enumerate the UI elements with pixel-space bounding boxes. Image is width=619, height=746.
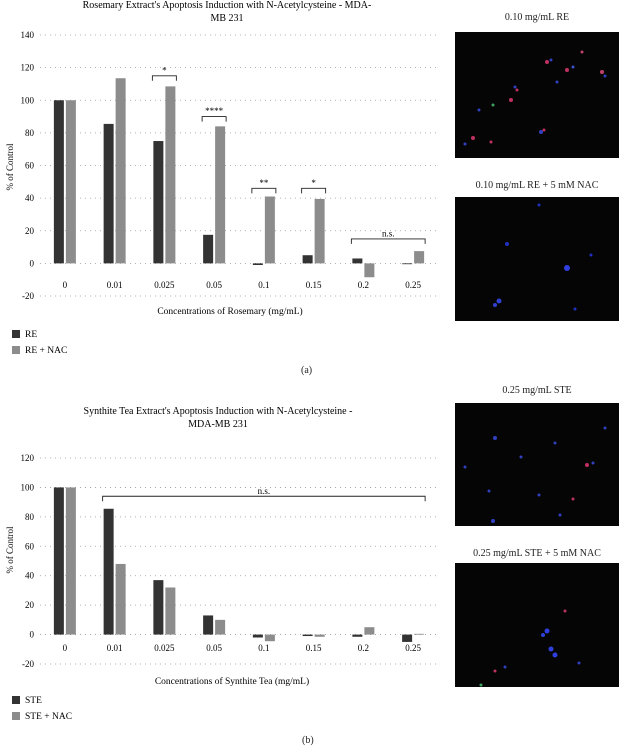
x-tick-label: 0.15 bbox=[305, 643, 322, 653]
bar-ste bbox=[203, 615, 213, 634]
micrograph-caption: 0.25 mg/mL STE bbox=[502, 385, 572, 396]
bar-ste bbox=[352, 635, 362, 637]
bar-re bbox=[402, 263, 412, 264]
bar-re-nac bbox=[215, 126, 225, 263]
bar-ste-nac bbox=[315, 635, 325, 637]
significance-label: n.s. bbox=[257, 485, 271, 496]
x-tick-label: 0.05 bbox=[206, 280, 222, 290]
y-tick-label: 40 bbox=[25, 570, 34, 581]
micrograph-caption: 0.10 mg/mL RE bbox=[504, 12, 570, 23]
x-tick-label: 0.025 bbox=[154, 280, 175, 290]
y-tick-label: 120 bbox=[20, 453, 34, 463]
bar-re bbox=[303, 255, 313, 263]
bar-ste-nac bbox=[414, 634, 424, 635]
x-axis-label: Concentrations of Synthite Tea (mg/mL) bbox=[154, 677, 310, 687]
bar-ste-nac bbox=[215, 620, 225, 635]
x-tick-label: 0.1 bbox=[258, 643, 270, 653]
significance-label: n.s. bbox=[381, 228, 395, 239]
bar-ste bbox=[104, 509, 114, 635]
micrograph-image bbox=[455, 403, 619, 526]
bar-re bbox=[153, 141, 163, 263]
legend-swatch bbox=[12, 696, 20, 704]
y-tick-label: 40 bbox=[25, 193, 34, 204]
legend-label: RE bbox=[25, 330, 38, 340]
panel-label-a: (a) bbox=[301, 365, 313, 376]
significance-label: **** bbox=[205, 106, 224, 117]
x-tick-label: 0 bbox=[62, 280, 68, 290]
y-tick-label: 20 bbox=[25, 600, 34, 611]
chart-synthite-tea bbox=[0, 392, 445, 746]
fluorescence-cells bbox=[455, 563, 619, 687]
bar-ste-nac bbox=[265, 635, 275, 642]
legend-swatch bbox=[12, 712, 20, 720]
y-tick-label: 80 bbox=[25, 511, 34, 522]
significance-bracket bbox=[202, 117, 226, 122]
micrograph-caption: 0.25 mg/mL STE + 5 mM NAC bbox=[473, 548, 601, 559]
legend-swatch bbox=[12, 346, 20, 354]
y-tick-label: -20 bbox=[22, 659, 34, 669]
bar-re-nac bbox=[265, 196, 275, 263]
significance-label: * bbox=[162, 65, 167, 76]
bar-ste-nac bbox=[66, 487, 76, 634]
x-tick-label: 0.01 bbox=[106, 280, 123, 290]
bar-re bbox=[104, 124, 114, 263]
bar-ste-nac bbox=[165, 587, 175, 634]
bar-ste-nac bbox=[364, 627, 374, 634]
significance-bracket bbox=[302, 188, 326, 193]
chart-rosemary bbox=[0, 0, 445, 365]
bar-re bbox=[203, 235, 213, 264]
y-tick-label: 100 bbox=[20, 482, 34, 493]
y-axis-label: % of Control bbox=[5, 526, 15, 574]
significance-bracket bbox=[351, 239, 425, 244]
y-tick-label: 60 bbox=[25, 160, 34, 171]
y-tick-label: -20 bbox=[22, 291, 34, 301]
legend-label: RE + NAC bbox=[25, 346, 68, 356]
bar-re bbox=[352, 258, 362, 263]
micrograph-image bbox=[455, 197, 619, 321]
chart-title-line-1: Synthite Tea Extract's Apoptosis Induction with N-Acetylcysteine - bbox=[83, 406, 353, 417]
legend-label: STE + NAC bbox=[25, 712, 73, 722]
bar-ste-nac bbox=[116, 564, 126, 635]
micrograph-image bbox=[455, 563, 619, 687]
chart-title-line-1: Rosemary Extract's Apoptosis Induction with N-Acetylcysteine - MDA- bbox=[82, 0, 372, 11]
micrograph-caption: 0.10 mg/mL RE + 5 mM NAC bbox=[475, 180, 599, 191]
bar-re-nac bbox=[116, 78, 126, 263]
y-tick-label: 80 bbox=[25, 127, 34, 138]
fluorescence-cells bbox=[455, 403, 619, 526]
x-axis-label: Concentrations of Rosemary (mg/mL) bbox=[157, 307, 303, 317]
x-tick-label: 0 bbox=[62, 643, 68, 653]
y-axis-label: % of Control bbox=[5, 143, 15, 191]
chart-title-line-2: MDA-MB 231 bbox=[188, 419, 248, 430]
bar-re bbox=[54, 100, 64, 263]
panel-label-b: (b) bbox=[302, 735, 314, 746]
bar-ste bbox=[153, 580, 163, 634]
bar-re-nac bbox=[66, 100, 76, 263]
bar-ste bbox=[303, 635, 313, 636]
x-tick-label: 0.01 bbox=[106, 643, 123, 653]
y-tick-label: 20 bbox=[25, 225, 34, 236]
x-tick-label: 0.2 bbox=[357, 643, 369, 653]
x-tick-label: 0.15 bbox=[305, 280, 322, 290]
x-tick-label: 0.025 bbox=[154, 643, 175, 653]
significance-bracket bbox=[152, 76, 176, 81]
y-tick-label: 0 bbox=[29, 629, 34, 640]
bar-ste bbox=[54, 487, 64, 634]
bar-ste bbox=[253, 635, 263, 638]
x-tick-label: 0.25 bbox=[405, 643, 421, 653]
fluorescence-cells bbox=[455, 32, 619, 158]
bar-re-nac bbox=[165, 86, 175, 263]
chart-title-line-2: MB 231 bbox=[210, 13, 244, 24]
y-tick-label: 0 bbox=[29, 258, 34, 269]
x-tick-label: 0.2 bbox=[357, 280, 369, 290]
y-tick-label: 100 bbox=[20, 95, 34, 106]
micrograph-image bbox=[455, 32, 619, 158]
x-tick-label: 0.05 bbox=[206, 643, 222, 653]
x-tick-label: 0.1 bbox=[258, 280, 270, 290]
significance-bracket bbox=[103, 496, 426, 501]
y-tick-label: 60 bbox=[25, 541, 34, 552]
legend-swatch bbox=[12, 330, 20, 338]
bar-re-nac bbox=[315, 199, 325, 263]
bar-re-nac bbox=[414, 251, 424, 263]
significance-bracket bbox=[252, 188, 276, 193]
fluorescence-cells bbox=[455, 197, 619, 321]
y-tick-label: 120 bbox=[20, 62, 34, 73]
bar-ste bbox=[402, 635, 412, 642]
bar-re bbox=[253, 263, 263, 265]
y-tick-label: 140 bbox=[20, 30, 34, 40]
significance-label: * bbox=[311, 177, 316, 188]
significance-label: ** bbox=[259, 177, 269, 188]
x-tick-label: 0.25 bbox=[405, 280, 421, 290]
legend-label: STE bbox=[25, 696, 42, 706]
bar-re-nac bbox=[364, 263, 374, 277]
